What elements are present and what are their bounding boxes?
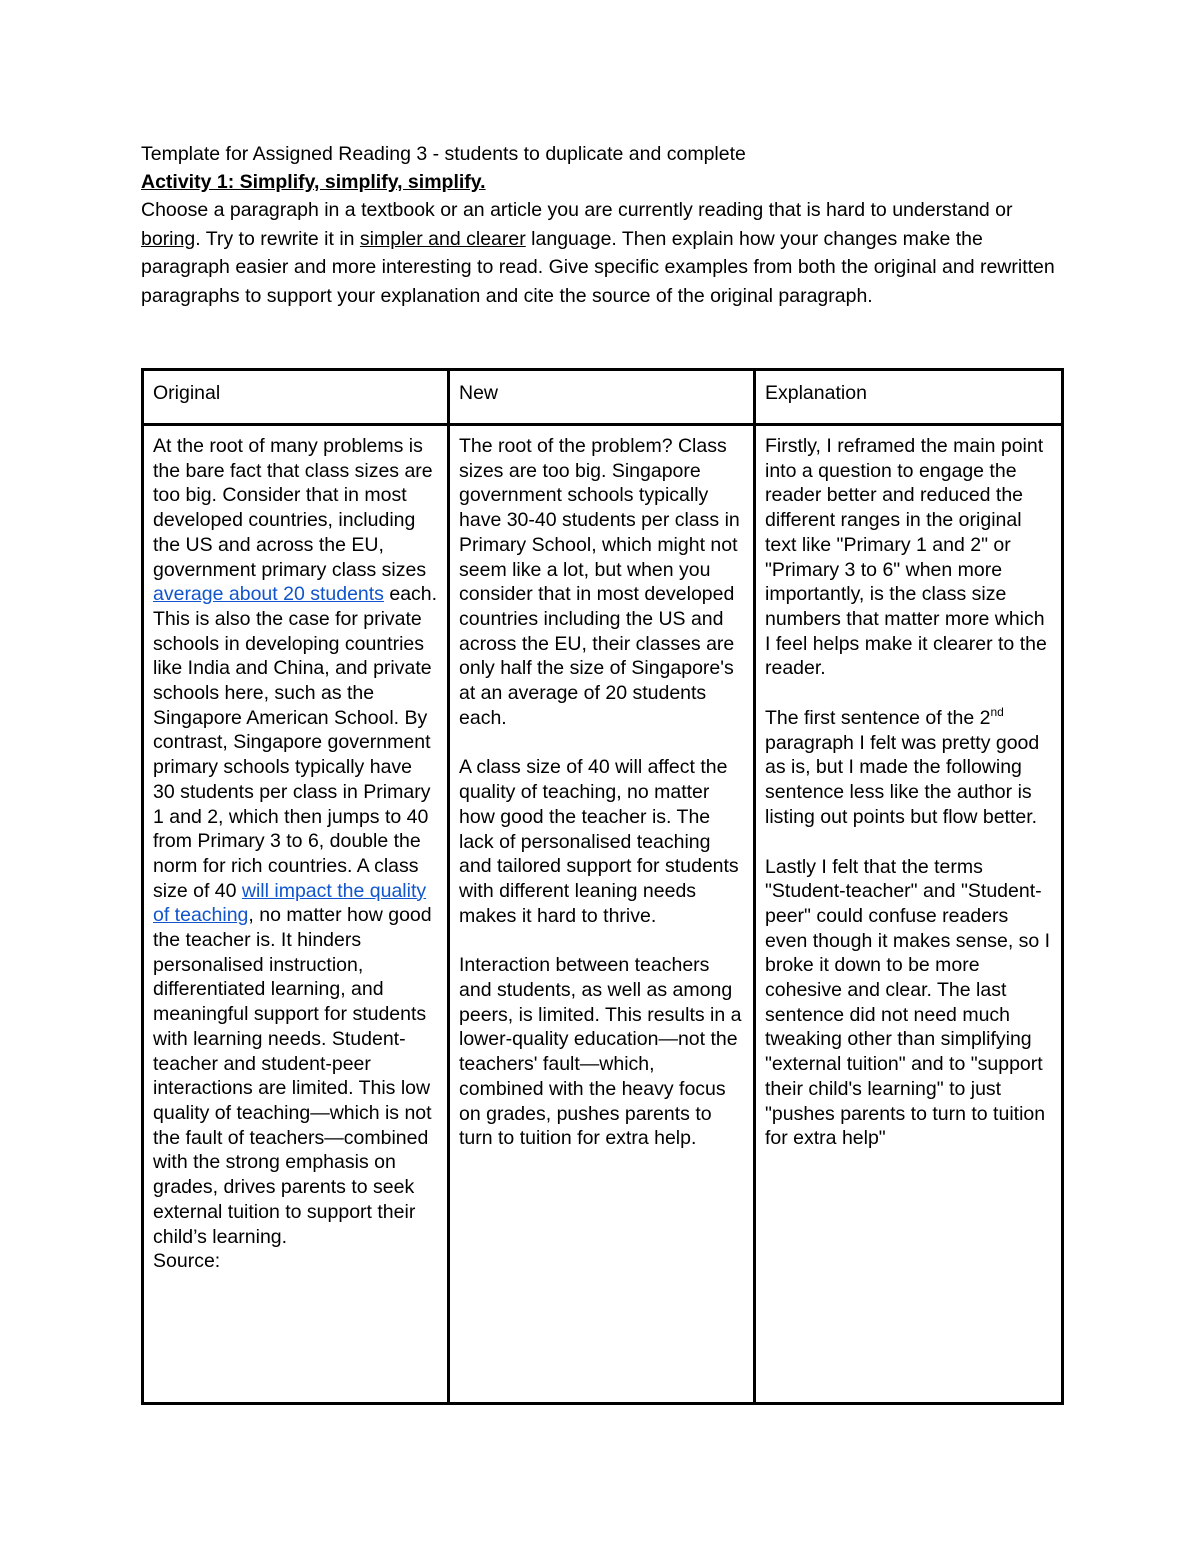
cell-new [449, 425, 755, 1404]
explanation-paragraph-3: Lastly I felt that the terms "Student-teacher" and "Student-peer" could confuse readers even though it makes sense, so I broke it down to be more cohesive and clear. The last sentence did not need much tweaking other than simplifying "external tuition" and to "support their child's learning" to just "pushes parents to turn to tuition for extra help" [765, 855, 1051, 1150]
header-new: New [449, 370, 755, 425]
table-header-row [143, 370, 1063, 425]
original-source: Source: [153, 1250, 221, 1273]
link-average-students[interactable]: average about 20 students [153, 583, 384, 606]
link-quality-of-teaching[interactable]: will impact the quality of teaching [153, 879, 427, 927]
original-text-2: each. This is also the case for private schools in developing countries like India and China, and private schools here, such as the Singapore American School. By contrast, Singapore government primary schools typically have 30 students per class in Primary 1 and 2, which then jumps to 40 from Primary 3 to 6, double the norm for rich countries. A class size of 40 [153, 583, 438, 902]
explanation-text-2a: The first sentence of the 2 [765, 707, 991, 730]
original-paragraph [153, 434, 438, 1249]
cell-explanation [755, 425, 1063, 1404]
instructions-text-2: . Try to rewrite it in [195, 227, 360, 250]
explanation-paragraph-1: Firstly, I reframed the main point into a question to engage the reader better and reduced the different ranges in the original text like "Primary 1 and 2" or "Primary 3 to 6" when more importantly, is the class size numbers that matter more which I feel helps make it clearer to the reader. [765, 435, 1047, 680]
comparison-table [141, 368, 1064, 1405]
original-text-1: At the root of many problems is the bare fact that class sizes are too big. Consider that in most developed countries, including the US and across the EU, government primary class sizes [153, 435, 433, 581]
new-paragraph-2: A class size of 40 will affect the quality of teaching, no matter how good the teacher is. The lack of personalised teaching and tailored support for students with different leaning needs makes it hard to thrive. [459, 756, 739, 927]
activity-heading: Activity 1: Simplify, simplify, simplify. [141, 171, 486, 193]
boring-underlined: boring [141, 227, 196, 250]
cell-original [143, 425, 449, 1404]
instructions-paragraph [141, 196, 1061, 310]
instructions-text-3: language. Then explain how your changes make the paragraph easier and more interesting to read. Give specific examples from both the original and rewritten paragraphs to support your explanation and cite the source of the original paragraph. [141, 227, 1055, 307]
new-paragraph-1: The root of the problem? Class sizes are too big. Singapore government schools typically have 30-40 students per class in Primary School, which might not seem like a lot, but when you consider that in most developed countries including the US and across the EU, their classes are only half the size of Singapore's at an average of 20 students each. [459, 435, 740, 729]
instructions-text-1: Choose a paragraph in a textbook or an article you are currently reading that is hard to understand or [141, 199, 1013, 221]
page-title: Template for Assigned Reading 3 - students to duplicate and complete [141, 143, 746, 165]
table-body-row [143, 425, 1063, 1404]
explanation-text-2b: paragraph I felt was pretty good as is, but I made the following sentence less like the author is listing out points but flow better. [765, 731, 1040, 828]
new-paragraph-3: Interaction between teachers and students, as well as among peers, is limited. This results in a lower-quality education—not the teachers' fault—which, combined with the heavy focus on grades, pushes parents to turn to tuition for extra help. [459, 954, 742, 1150]
document-header [141, 140, 1061, 310]
superscript-nd: nd [990, 705, 1004, 720]
original-text-3: , no matter how good the teacher is. It hinders personalised instruction, differentiated learning, and meaningful support for students with learning needs. Student-teacher and student-peer interactions are limited. This low quality of teaching—which is not the fault of teachers—combined with the strong emphasis on grades, drives parents to seek external tuition to support their child’s learning. [153, 904, 432, 1248]
explanation-paragraph-2 [765, 706, 1052, 830]
header-original: Original [143, 370, 449, 425]
header-explanation: Explanation [755, 370, 1063, 425]
simpler-underlined: simpler and clearer [359, 227, 526, 250]
